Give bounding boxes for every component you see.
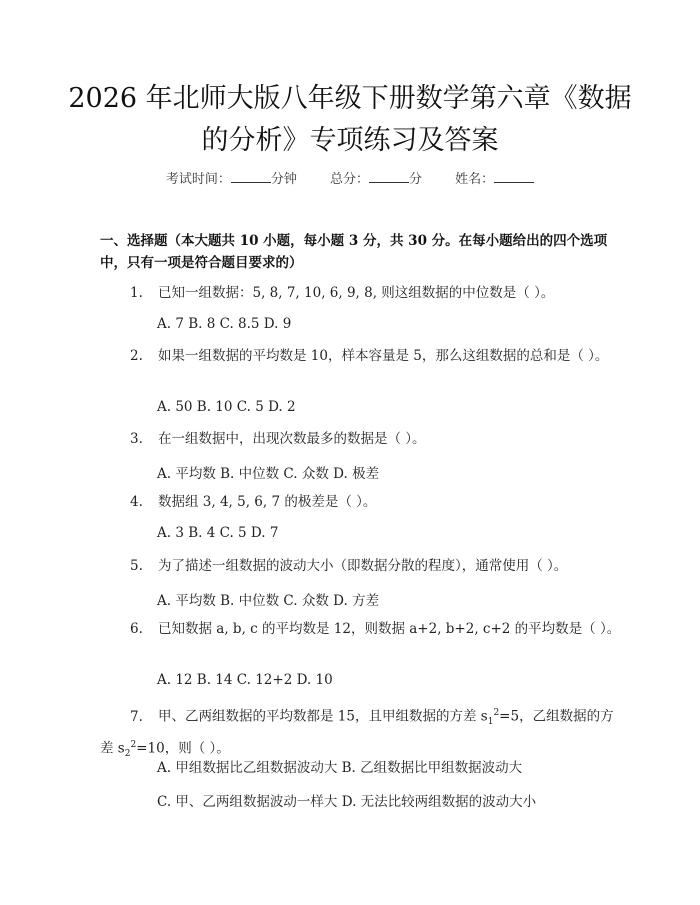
question-1: [100, 282, 625, 305]
question-3-options: A. 平均数 B. 中位数 C. 众数 D. 极差: [157, 466, 380, 482]
question-text: 数据组 3, 4, 5, 6, 7 的极差是（ ）。: [158, 494, 377, 510]
question-4-options: A. 3 B. 4 C. 5 D. 7: [157, 525, 279, 541]
time-label: 考试时间：: [165, 172, 231, 187]
question-text: 为了描述一组数据的波动大小（即数据分散的程度），通常使用（ ）。: [158, 558, 568, 574]
subscript-1: 1: [487, 717, 494, 728]
question-number: 1.: [130, 285, 143, 301]
question-text-part-2: =5，乙组数据的方差 s: [100, 708, 614, 757]
question-number: 6.: [130, 621, 143, 637]
superscript-1: 2: [493, 708, 500, 718]
section-heading: 一、选择题（本大题共 10 小题，每小题 3 分，共 30 分。在每小题给出的四个选项中，只有一项是符合题目要求的）: [100, 233, 608, 271]
time-blank[interactable]: [231, 170, 271, 183]
question-6-options: A. 12 B. 14 C. 12+2 D. 10: [157, 672, 333, 688]
question-2-options: A. 50 B. 10 C. 5 D. 2: [157, 399, 296, 415]
score-label: 总分：: [329, 172, 369, 187]
question-text: 在一组数据中，出现次数最多的数据是（ ）。: [158, 431, 426, 447]
page-title: 2026 年北师大版八年级下册数学第六章《数据的分析》专项练习及答案: [68, 83, 632, 156]
question-5-options: A. 平均数 B. 中位数 C. 众数 D. 方差: [157, 593, 380, 609]
score-blank[interactable]: [369, 170, 409, 183]
question-text-part-3: =10，则（ ）。: [136, 740, 230, 757]
subscript-2: 2: [124, 749, 131, 760]
question-number: 3.: [130, 431, 143, 447]
question-3: [100, 428, 625, 451]
question-6: [100, 618, 625, 641]
question-number: 5.: [130, 558, 143, 574]
score-unit: 分: [409, 172, 423, 187]
question-text-part-1: 甲、乙两组数据的平均数都是 15，且甲组数据的方差 s: [158, 708, 488, 725]
question-text: 如果一组数据的平均数是 10，样本容量是 5，那么这组数据的总和是（ ）。: [158, 348, 609, 364]
question-5: [100, 555, 625, 578]
name-label: 姓名：: [455, 172, 495, 187]
name-blank[interactable]: [494, 170, 534, 183]
question-number: 2.: [130, 348, 143, 364]
exam-info-line: [0, 168, 700, 187]
question-text: 已知数据 a, b, c 的平均数是 12，则数据 a+2, b+2, c+2 的平均数是（ ）。: [158, 621, 621, 637]
question-4: [100, 491, 625, 514]
time-unit: 分钟: [270, 172, 297, 187]
superscript-2: 2: [130, 740, 137, 751]
question-7-options-line-1: A. 甲组数据比乙组数据波动大 B. 乙组数据比甲组数据波动大: [157, 760, 523, 776]
question-1-options: A. 7 B. 8 C. 8.5 D. 9: [157, 316, 292, 332]
question-7-options-line-2: C. 甲、乙两组数据波动一样大 D. 无法比较两组数据的波动大小: [157, 794, 537, 810]
question-text: 已知一组数据：5, 8, 7, 10, 6, 9, 8, 则这组数据的中位数是（ ）。: [158, 285, 555, 301]
question-number: 7.: [130, 708, 143, 725]
question-number: 4.: [130, 494, 143, 510]
question-2: [100, 345, 625, 368]
